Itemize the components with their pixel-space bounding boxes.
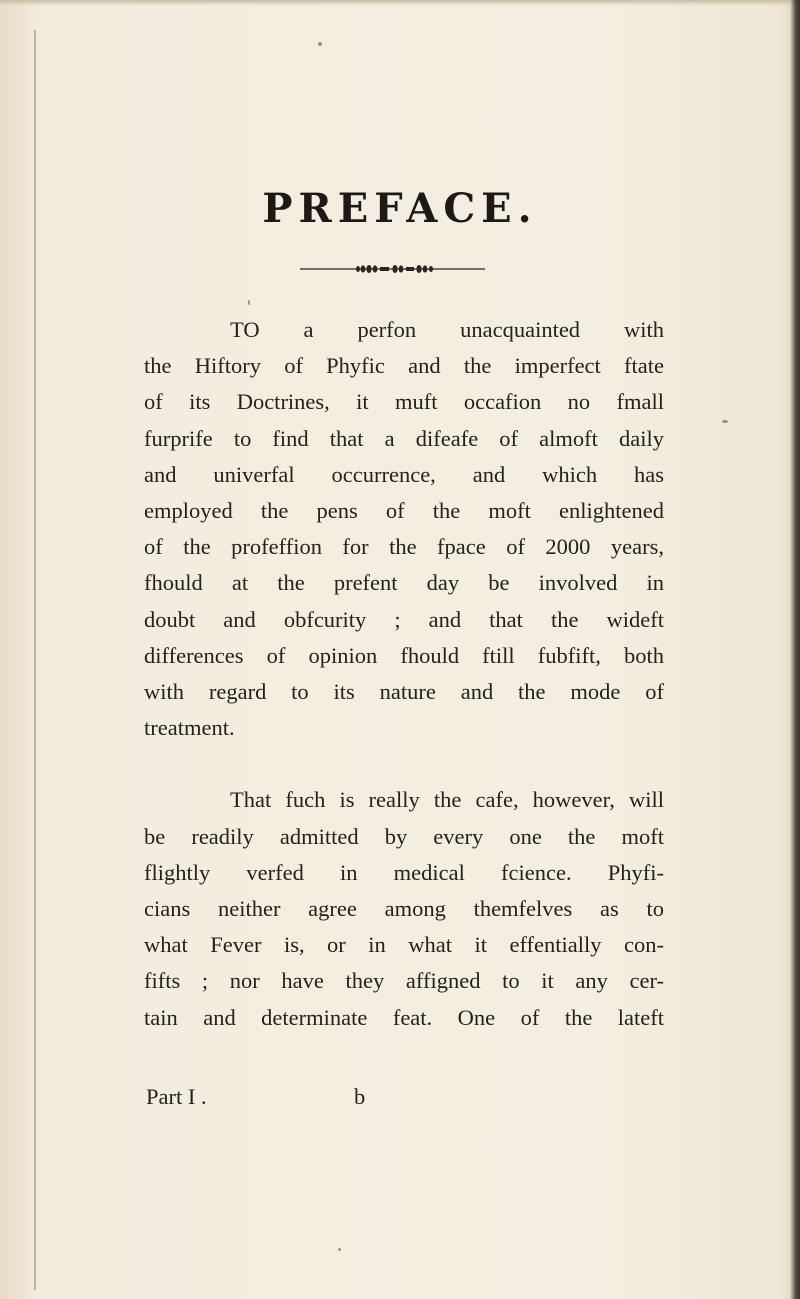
decorative-rule-icon — [300, 262, 485, 276]
text-line: TO a perfon unacquainted with — [230, 317, 664, 342]
page-top-edge — [0, 0, 800, 6]
text-line: flightly verfed in medical fcience. Phyfi- — [144, 859, 664, 885]
text-line: differences of opinion fhould ftill fubfift, both — [144, 642, 664, 668]
text-line: the Hiftory of Phyfic and the imperfect ftate — [144, 353, 664, 379]
text-line: with regard to its nature and the mode of — [144, 679, 664, 705]
text-line: fhould at the prefent day be involved in — [144, 570, 664, 596]
text-line: cians neither agree among themfelves as to — [144, 896, 664, 922]
text-line: and univerfal occurrence, and which has — [144, 461, 664, 487]
text-line: tain and determinate feat. One of the lateft — [144, 1004, 664, 1030]
paragraph — [144, 782, 664, 1035]
text-line: be readily admitted by every one the moft — [144, 823, 664, 849]
text-line: treatment. — [144, 715, 235, 741]
preface-body — [144, 312, 664, 1036]
text-line: what Fever is, or in what it effentially con- — [144, 932, 664, 958]
signature-mark: b — [354, 1084, 366, 1109]
text-line: doubt and obfcurity ; and that the wideft — [144, 606, 664, 632]
text-line: of the profeffion for the fpace of 2000 years, — [144, 534, 664, 560]
paper-speck — [248, 300, 250, 305]
paper-speck — [318, 42, 322, 46]
text-line: That fuch is really the cafe, however, will — [230, 787, 664, 813]
text-line: furprife to find that a difeafe of almoft daily — [144, 425, 664, 451]
part-label: Part I . — [146, 1084, 207, 1109]
text-line: of its Doctrines, it muft occafion no fmall — [144, 389, 664, 415]
text-line: employed the pens of the moft enlightened — [144, 498, 664, 524]
paper-speck — [722, 420, 728, 423]
page-title: PREFACE. — [262, 185, 538, 232]
paper-speck — [338, 1248, 341, 1251]
paragraph — [144, 312, 664, 746]
text-line: fifts ; nor have they affigned to it any cer- — [144, 968, 664, 994]
